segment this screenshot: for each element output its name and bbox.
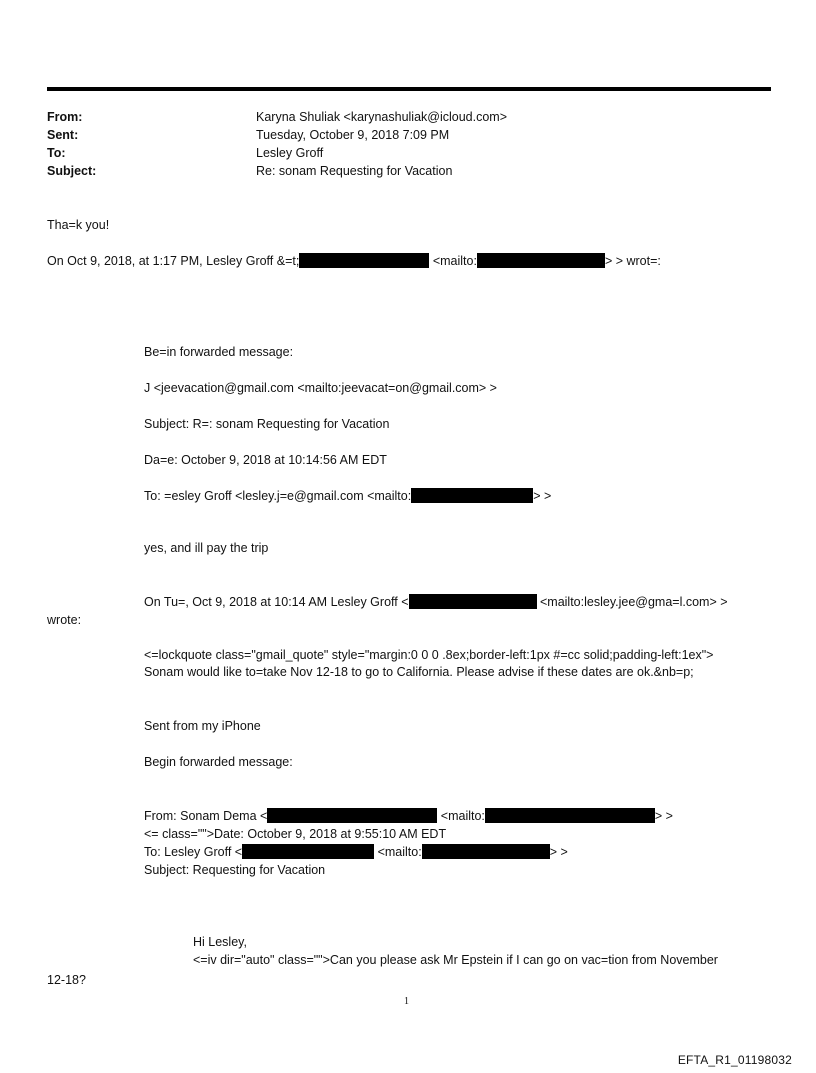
from2-line (144, 808, 673, 824)
begin-forwarded-line: Be=in forwarded message: (144, 345, 294, 359)
from2-text: From: Sonam Dema < (144, 809, 268, 823)
greeting-line: Hi Lesley, (193, 935, 247, 949)
from-value: Karyna Shuliak <karynashuliak@icloud.com> (256, 110, 508, 124)
redaction-bar (485, 808, 655, 823)
quote-intro-text: On Oct 9, 2018, at 1:17 PM, Lesley Groff &=t; (47, 254, 300, 268)
to-value: Lesley Groff (256, 146, 324, 160)
redaction-bar (477, 253, 605, 268)
sent-label: Sent: (47, 128, 79, 142)
redaction-bar (267, 808, 437, 823)
sent-value: Tuesday, October 9, 2018 7:09 PM (256, 128, 450, 142)
begin-forwarded-line-2: Begin forwarded message: (144, 755, 293, 769)
dates-line: 12-18? (47, 973, 86, 987)
thanks-line: Tha=k you! (47, 218, 110, 232)
subject-label: Subject: (47, 164, 97, 178)
date2-line: <= class="">Date: October 9, 2018 at 9:55:10 AM EDT (144, 827, 447, 841)
document-id: EFTA_R1_01198032 (677, 1053, 792, 1067)
wrote-line: wrote: (47, 613, 82, 627)
subject-value: Re: sonam Requesting for Vacation (256, 164, 453, 178)
to-line (144, 488, 551, 504)
page-number: 1 (404, 996, 409, 1007)
from-label: From: (47, 110, 83, 124)
sent-from-iphone-line: Sent from my iPhone (144, 719, 261, 733)
to-label: To: (47, 146, 66, 160)
from2-mailto: <mailto: (437, 809, 485, 823)
to-line-end: > > (533, 489, 552, 503)
sonam-request-line: Sonam would like to=take Nov 12-18 to go to California. Please advise if these dates are ok.&nb=p; (144, 665, 694, 679)
blockquote-line: <=lockquote class="gmail_quote" style="margin:0 0 0 .8ex;border-left:1px #=cc solid;padding-left:1ex"> (144, 648, 714, 662)
on-tue-mailto: <mailto:lesley.jee@gma=l.com> > (536, 595, 728, 609)
redaction-bar (409, 594, 537, 609)
from2-end: > > (654, 809, 673, 823)
on-tue-text: On Tu=, Oct 9, 2018 at 10:14 AM Lesley Groff < (144, 595, 409, 609)
to2-line (144, 844, 568, 860)
to-line-text: To: =esley Groff <lesley.j=e@gmail.com <mailto: (144, 489, 412, 503)
redaction-bar (411, 488, 533, 503)
vacation-request-line: <=iv dir="auto" class="">Can you please ask Mr Epstein if I can go on vac=tion from November (193, 953, 718, 967)
redaction-bar (299, 253, 429, 268)
date-line: Da=e: October 9, 2018 at 10:14:56 AM EDT (144, 453, 387, 467)
to2-mailto: <mailto: (374, 845, 422, 859)
quote-intro-line (47, 253, 661, 269)
j-line: J <jeevacation@gmail.com <mailto:jeevacat=on@gmail.com> > (144, 381, 497, 395)
subject2-line: Subject: Requesting for Vacation (144, 863, 326, 877)
redaction-bar (242, 844, 374, 859)
quote-intro-end: > > wrot=: (604, 254, 661, 268)
yes-line: yes, and ill pay the trip (144, 541, 269, 555)
quote-intro-mailto: <mailto: (429, 254, 477, 268)
on-tue-line (144, 594, 728, 610)
to2-end: > > (549, 845, 568, 859)
to2-text: To: Lesley Groff < (144, 845, 243, 859)
subject-line: Subject: R=: sonam Requesting for Vacation (144, 417, 390, 431)
redaction-bar (422, 844, 550, 859)
header-rule (47, 87, 771, 91)
